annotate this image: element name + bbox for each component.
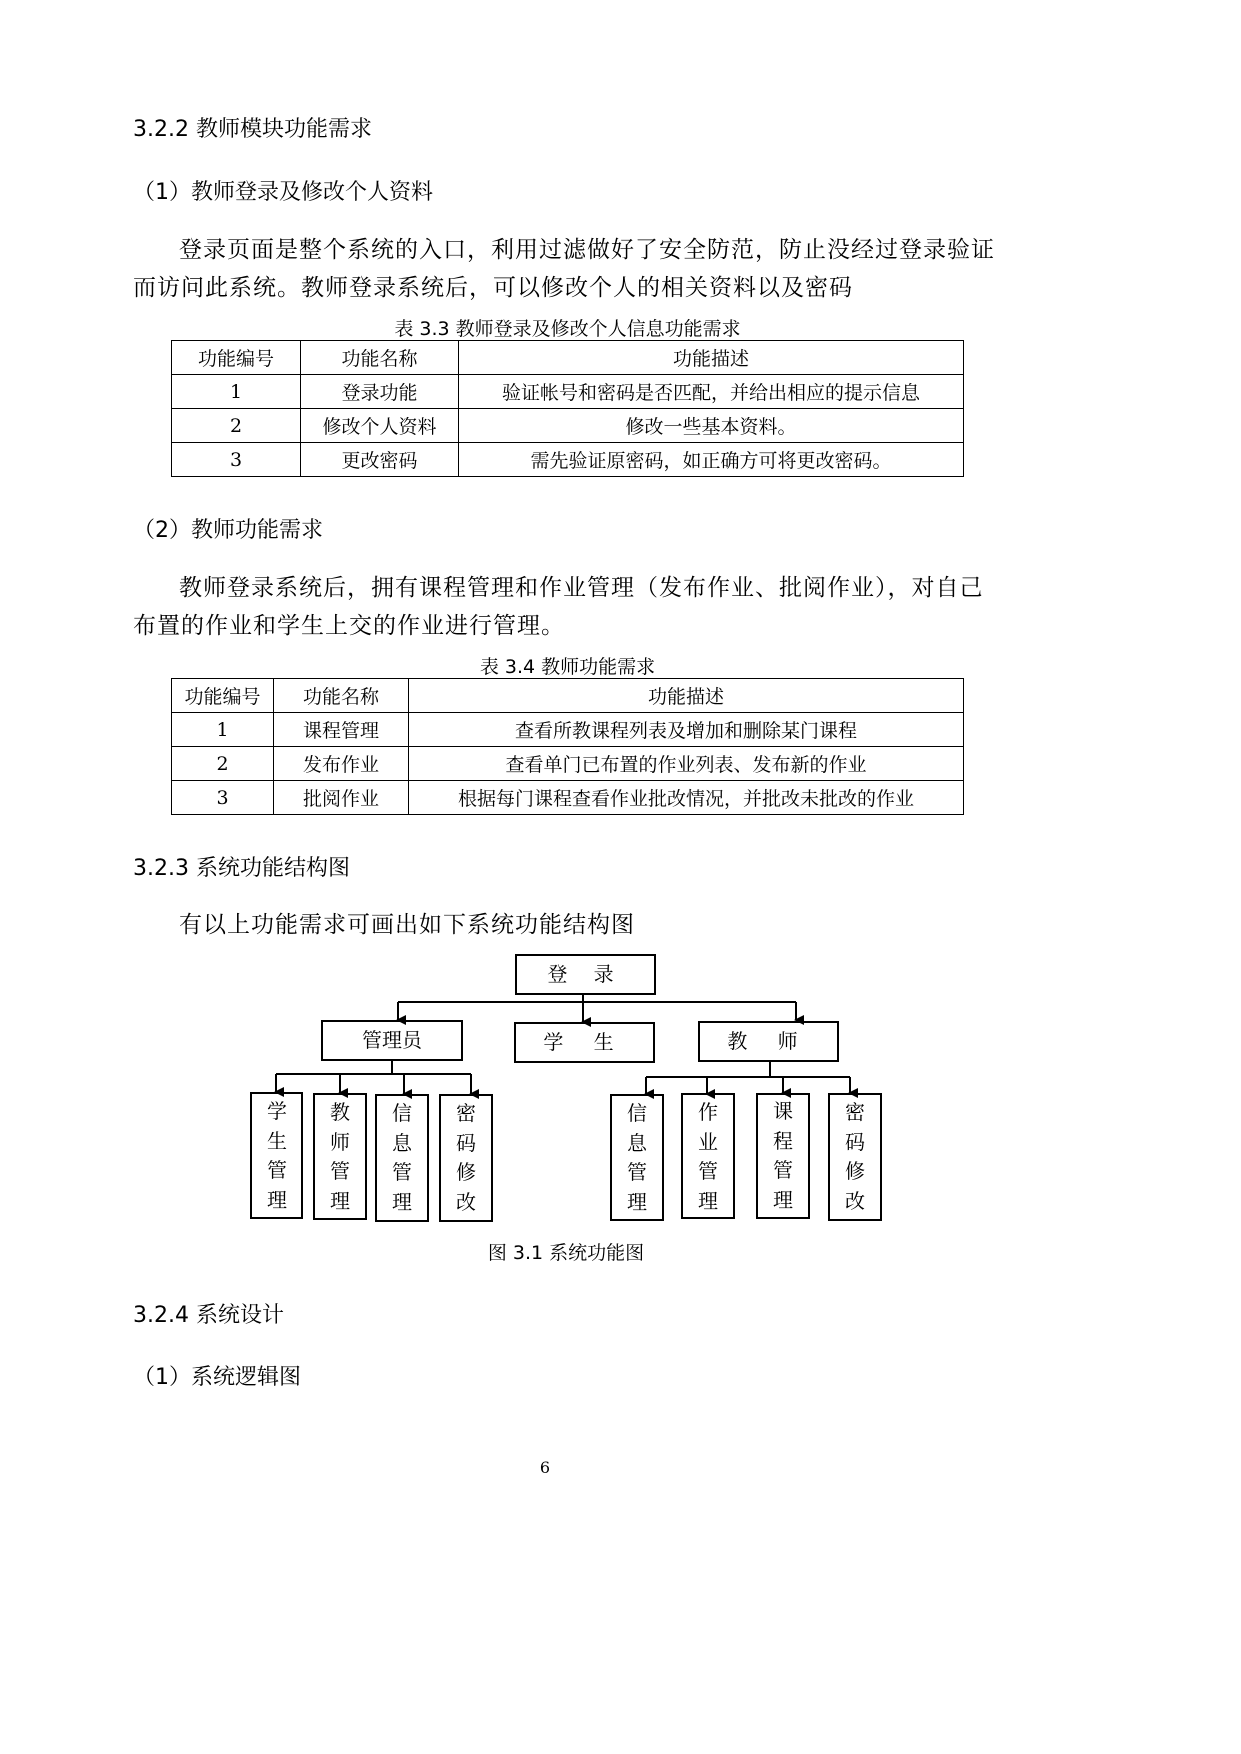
table-cell: 课程管理: [274, 713, 409, 747]
paragraph-structure-intro: 有以上功能需求可画出如下系统功能结构图: [179, 912, 635, 938]
section-heading-3-2-2: 3.2.2 教师模块功能需求: [133, 117, 372, 142]
table-3-4-caption: 表 3.4 教师功能需求: [479, 656, 656, 678]
table-cell: 修改个人资料: [301, 409, 459, 443]
table-cell: 发布作业: [274, 747, 409, 781]
table-cell: 批阅作业: [274, 781, 409, 815]
teacher-child-password-change: 密码修改: [845, 1100, 865, 1213]
header-cell: 功能名称: [301, 341, 459, 375]
section-heading-3-2-3: 3.2.3 系统功能结构图: [133, 856, 350, 881]
figure-3-1-caption: 图 3.1 系统功能图: [487, 1242, 645, 1264]
teacher-child-info-mgmt: 信息管理: [627, 1101, 647, 1214]
table-cell: 查看单门已布置的作业列表、发布新的作业: [409, 747, 964, 781]
table-3-3-caption: 表 3.3 教师登录及修改个人信息功能需求: [394, 318, 741, 340]
header-cell: 功能描述: [459, 341, 964, 375]
teacher-child-homework-mgmt: 作业管理: [698, 1100, 718, 1213]
admin-child-info-mgmt: 信息管理: [392, 1101, 412, 1214]
admin-child-password-change: 密码修改: [456, 1101, 476, 1214]
table-cell: 需先验证原密码，如正确方可将更改密码。: [459, 443, 964, 477]
table-cell: 2: [172, 747, 274, 781]
table-cell: 验证帐号和密码是否匹配，并给出相应的提示信息: [459, 375, 964, 409]
page-number: 6: [539, 1458, 551, 1477]
root-label: 登 录: [547, 962, 624, 986]
header-cell: 功能名称: [274, 679, 409, 713]
subheading-system-logic: （1）系统逻辑图: [133, 1365, 301, 1390]
teacher-label: 教 师: [727, 1029, 810, 1053]
table-cell: 1: [172, 375, 301, 409]
table-cell: 更改密码: [301, 443, 459, 477]
table-cell: 登录功能: [301, 375, 459, 409]
section-heading-3-2-4: 3.2.4 系统设计: [133, 1303, 284, 1328]
table-cell: 3: [172, 443, 301, 477]
teacher-child-course-mgmt: 课程管理: [773, 1099, 793, 1212]
header-cell: 功能编号: [172, 341, 301, 375]
header-cell: 功能编号: [172, 679, 274, 713]
student-label: 学 生: [543, 1030, 626, 1054]
admin-child-teacher-mgmt: 教师管理: [330, 1100, 350, 1213]
table-cell: 修改一些基本资料。: [459, 409, 964, 443]
table-cell: 查看所教课程列表及增加和删除某门课程: [409, 713, 964, 747]
table-cell: 2: [172, 409, 301, 443]
table-cell: 1: [172, 713, 274, 747]
admin-child-student-mgmt: 学生管理: [267, 1099, 287, 1212]
header-cell: 功能描述: [409, 679, 964, 713]
subheading-teacher-functions: （2）教师功能需求: [133, 518, 323, 543]
subheading-teacher-login: （1）教师登录及修改个人资料: [133, 180, 433, 205]
table-cell: 根据每门课程查看作业批改情况，并批改未批改的作业: [409, 781, 964, 815]
paragraph-teacher-functions: 教师登录系统后，拥有课程管理和作业管理（发布作业、批阅作业），对自己布置的作业和学生上交的作业进行管理。: [133, 575, 984, 639]
paragraph-login: 登录页面是整个系统的入口，利用过滤做好了安全防范，防止没经过登录验证而访问此系统。教师登录系统后，可以修改个人的相关资料以及密码: [133, 237, 995, 301]
table-cell: 3: [172, 781, 274, 815]
admin-label: 管理员: [362, 1028, 422, 1052]
